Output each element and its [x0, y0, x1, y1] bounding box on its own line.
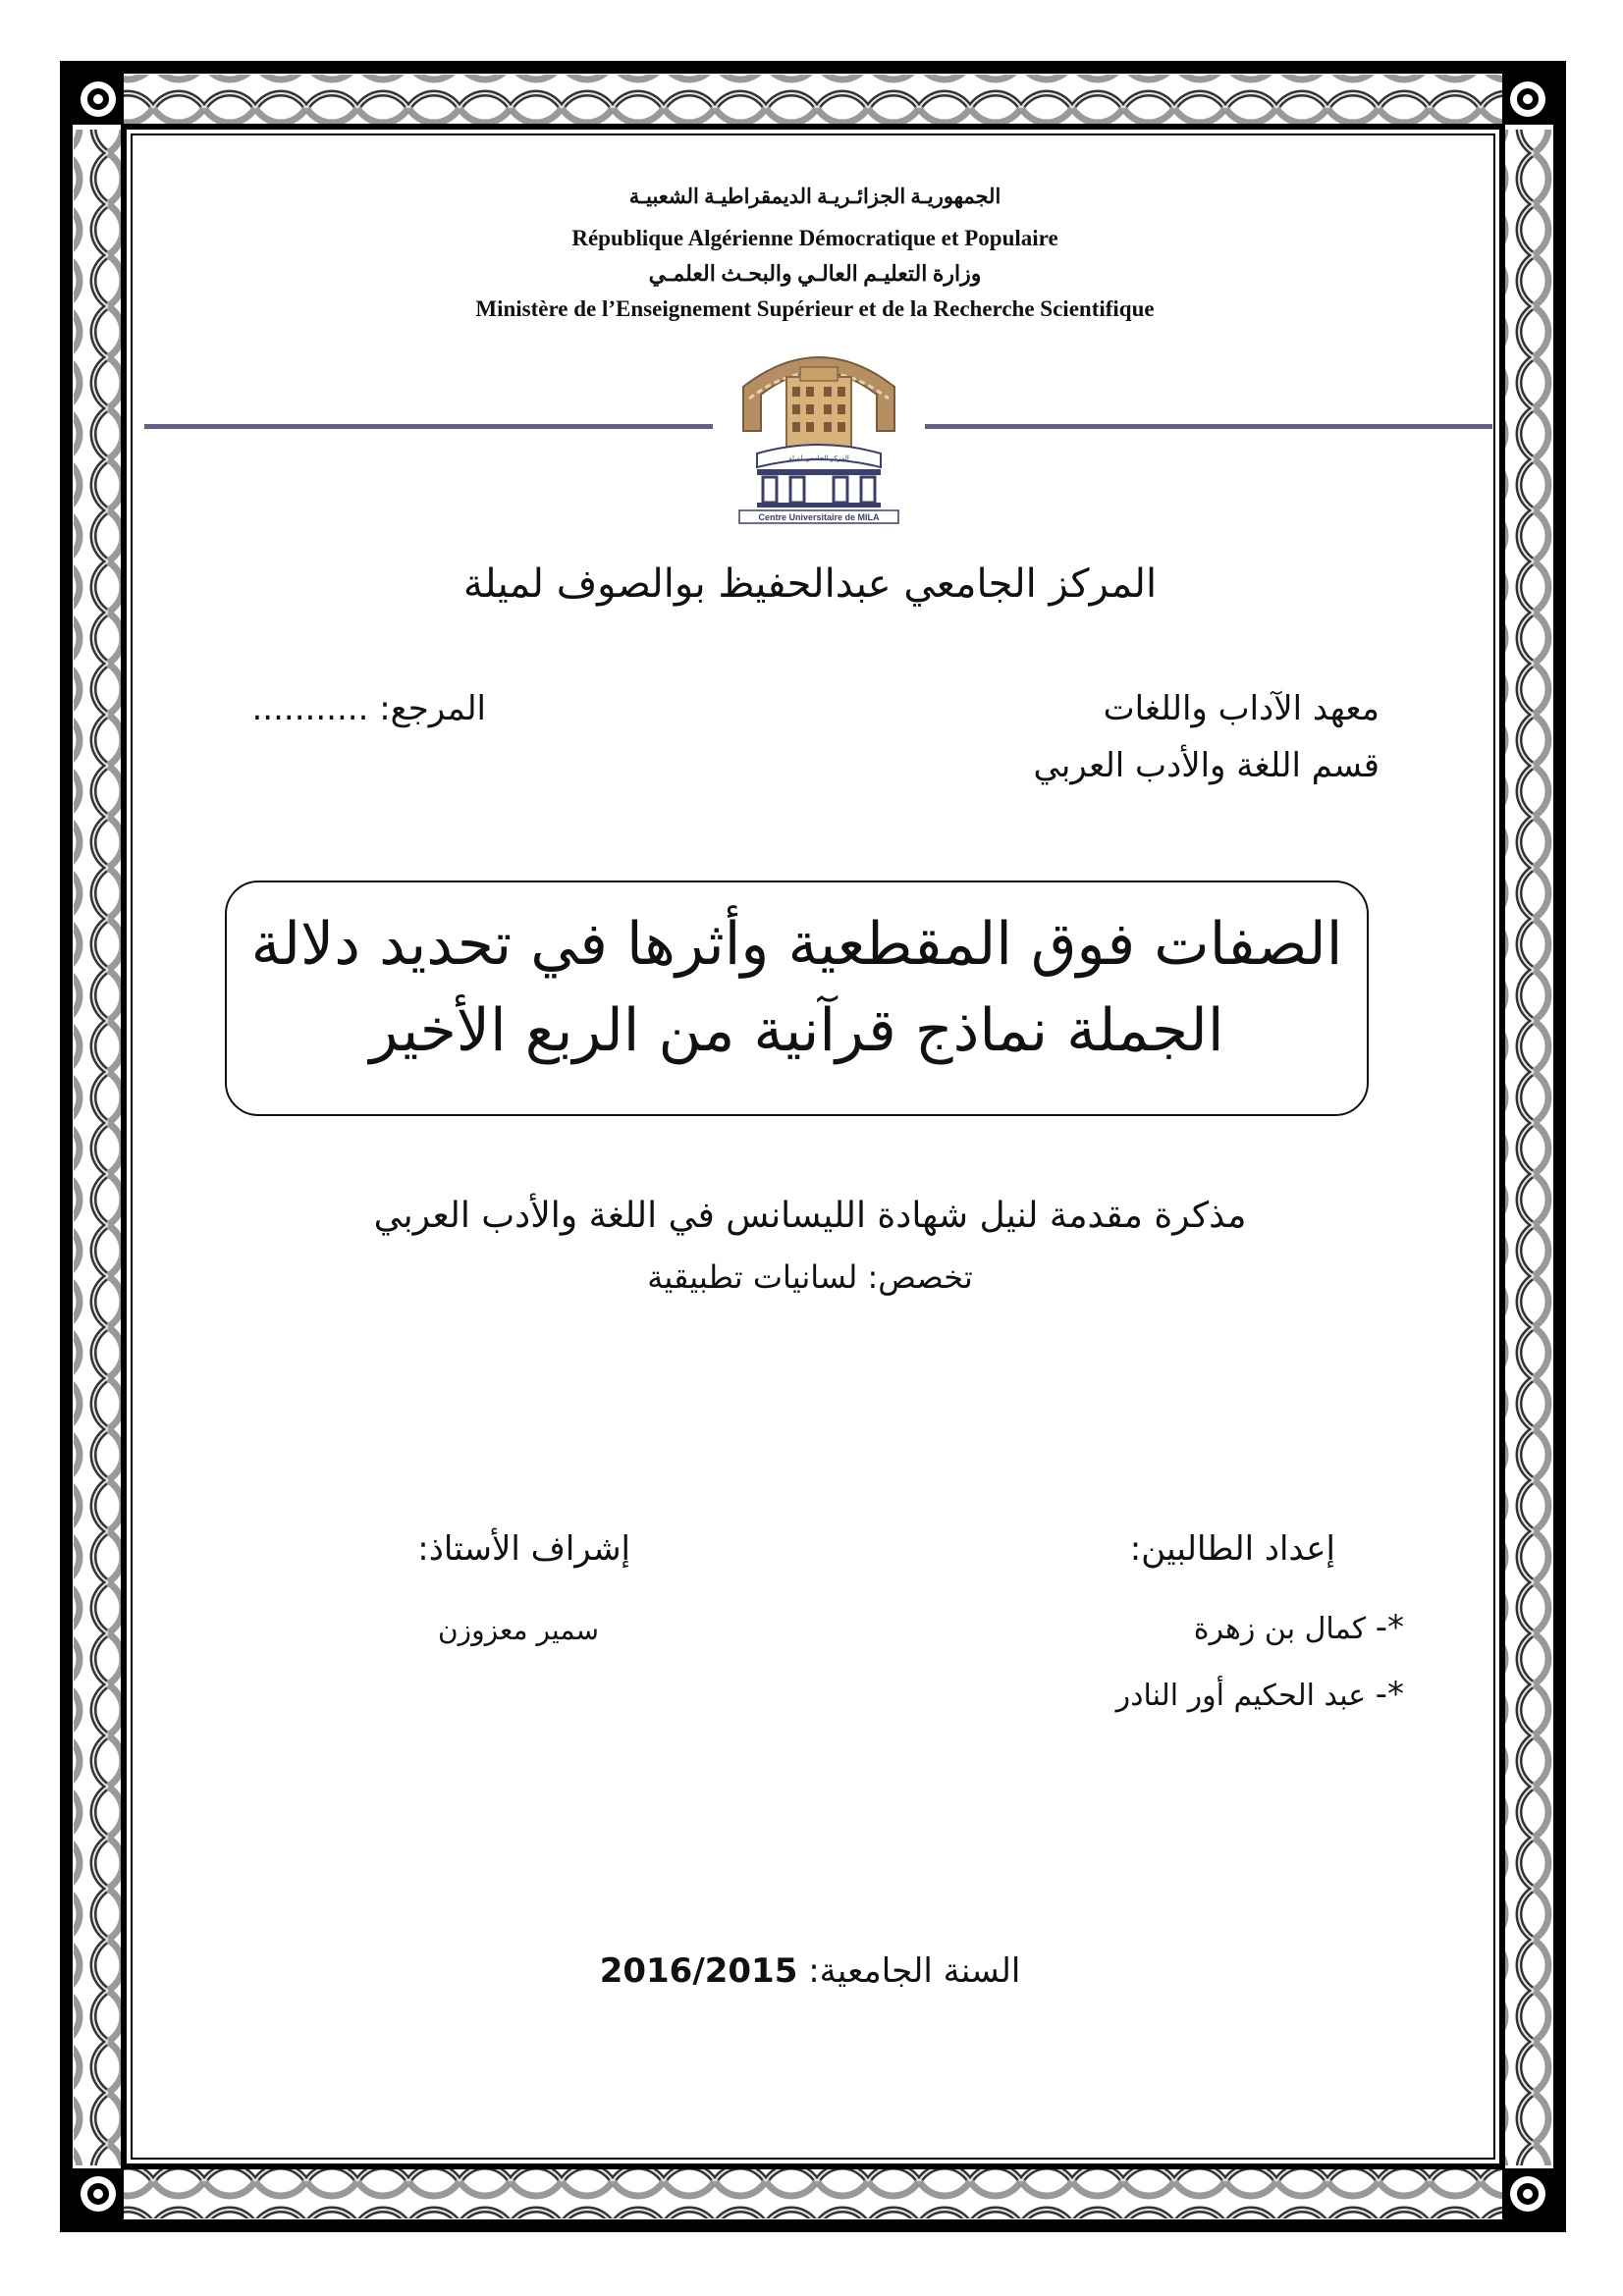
supervisor-label: إشراف الأستاذ:	[417, 1529, 630, 1569]
department-name: قسم اللغة والأدب العربي	[1033, 746, 1380, 785]
specialization: تخصص: لسانيات تطبيقية	[647, 1258, 973, 1296]
institute-name: معهد الآداب واللغات	[1103, 689, 1380, 728]
reference-label: المرجع:	[379, 689, 486, 728]
university-name: المركز الجامعي عبدالحفيظ بوالصوف لميلة	[462, 561, 1158, 607]
header-divider-left	[144, 424, 713, 429]
corner-ornament	[73, 2168, 124, 2219]
academic-year-label: السنة الجامعية:	[808, 1951, 1021, 1991]
republic-arabic: الجمهوريـة الجزائـريـة الديمقراطيـة الشعبيـة	[628, 185, 1001, 208]
students-label: إعداد الطالبين:	[1129, 1529, 1335, 1569]
student-name: كمال بن زهرة	[1193, 1612, 1367, 1646]
thesis-title-line2: الجملة نماذج قرآنية من الربع الأخير	[369, 996, 1224, 1065]
supervisor-name: سمير معزوزن	[437, 1614, 599, 1646]
student-item	[982, 1675, 1404, 1714]
reference-field	[245, 689, 486, 728]
university-logo	[735, 338, 902, 524]
corner-ornament	[73, 74, 124, 125]
header-divider-right	[925, 424, 1492, 429]
degree-description: مذكرة مقدمة لنيل شهادة الليسانس في اللغة والأدب العربي	[373, 1196, 1247, 1236]
academic-year	[344, 1951, 1276, 1991]
reference-value: ...........	[251, 689, 369, 728]
ministry-french: Ministère de l’Enseignement Supérieur et de la Recherche Scientifique	[475, 296, 1155, 321]
bullet-mark: *-	[1375, 1608, 1404, 1647]
logo-banner: المركز الجامعي لميلة	[788, 454, 849, 462]
academic-year-value: 2016/2015	[599, 1951, 798, 1991]
corner-ornament	[1502, 2168, 1553, 2219]
republic-french: République Algérienne Démocratique et Populaire	[571, 226, 1058, 250]
logo-caption: Centre Universitaire de MILA	[758, 512, 880, 522]
ministry-arabic: وزارة التعليـم العالـي والبحـث العلمـي	[648, 261, 982, 286]
student-name: عبد الحكيم أور النادر	[1115, 1679, 1367, 1713]
thesis-title-line1: الصفات فوق المقطعية وأثرها في تحديد دلالة	[250, 910, 1343, 979]
bullet-mark: *-	[1375, 1675, 1404, 1714]
student-item	[982, 1608, 1404, 1647]
corner-ornament	[1502, 74, 1553, 125]
